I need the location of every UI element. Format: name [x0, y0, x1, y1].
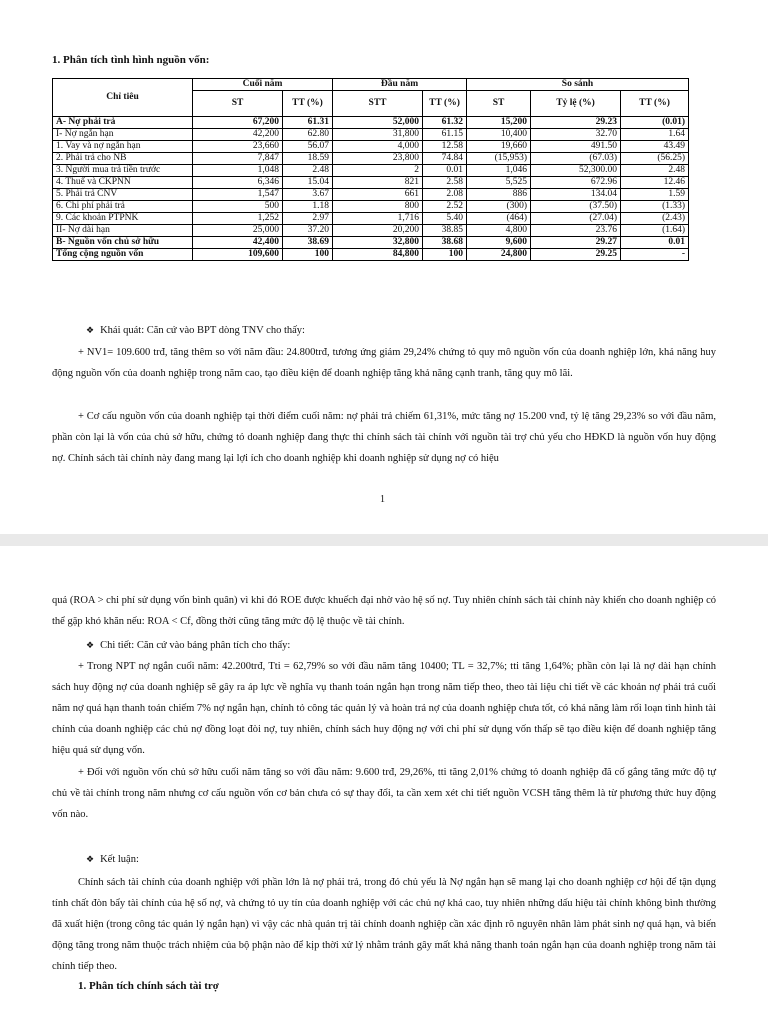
section-title: 1. Phân tích tình hình nguồn vốn:: [52, 54, 210, 66]
table-row: [53, 237, 689, 249]
row-value: 32.70: [531, 129, 621, 141]
table-row: [53, 141, 689, 153]
row-value: 42,400: [193, 237, 283, 249]
row-value: 134.04: [531, 189, 621, 201]
table-row: [53, 177, 689, 189]
row-value: 25,000: [193, 225, 283, 237]
row-label: 4. Thuế và CKPNN: [53, 177, 193, 189]
row-value: 23,660: [193, 141, 283, 153]
table-row: [53, 249, 689, 261]
row-value: 800: [333, 201, 423, 213]
paragraph-vcsh: + Đối với nguồn vốn chủ sở hữu cuối năm tăng so với đầu năm: 9.600 trđ, 29,26%, tti tăng 2,01% chứng tỏ doanh nghiệp đã cố gắng tăng mức độ tự chủ về tài chính trong năm nhưng cơ cấu nguồn vốn cơ bản chưa có sự thay đổi, ta cần xem xét chi tiết nguồn VCSH tăng thêm là từ phương thức huy động vốn nào.: [52, 767, 716, 820]
table-row: [53, 153, 689, 165]
row-label: 1. Vay và nợ ngắn hạn: [53, 141, 193, 153]
row-value: 7,847: [193, 153, 283, 165]
row-value: 6,346: [193, 177, 283, 189]
row-value: 42,200: [193, 129, 283, 141]
row-value: 661: [333, 189, 423, 201]
row-value: 100: [423, 249, 467, 261]
row-value: 23.76: [531, 225, 621, 237]
row-value: 24,800: [467, 249, 531, 261]
row-label: 9. Các khoản PTPNK: [53, 213, 193, 225]
row-value: 1,716: [333, 213, 423, 225]
row-value: 29.27: [531, 237, 621, 249]
row-value: 4,000: [333, 141, 423, 153]
row-value: (37.50): [531, 201, 621, 213]
row-value: 43.49: [621, 141, 689, 153]
row-value: 5.40: [423, 213, 467, 225]
table-row: [53, 213, 689, 225]
row-value: 52,000: [333, 117, 423, 129]
row-value: 62.80: [283, 129, 333, 141]
row-value: 2.08: [423, 189, 467, 201]
table-row: [53, 165, 689, 177]
row-value: 5,525: [467, 177, 531, 189]
row-value: 1,046: [467, 165, 531, 177]
page-2: [0, 546, 768, 1024]
row-value: 500: [193, 201, 283, 213]
row-value: 61.15: [423, 129, 467, 141]
heading-chinh-sach-tai-tro: 1. Phân tích chính sách tài trợ: [78, 980, 219, 992]
subheader: TT (%): [423, 91, 467, 117]
row-value: 2.48: [621, 165, 689, 177]
row-value: 23,800: [333, 153, 423, 165]
row-label: I- Nợ ngắn hạn: [53, 129, 193, 141]
bullet-text: Kết luận:: [100, 854, 139, 865]
row-value: 821: [333, 177, 423, 189]
subheader: TT (%): [621, 91, 689, 117]
row-value: 18.59: [283, 153, 333, 165]
row-value: 52,300.00: [531, 165, 621, 177]
row-value: 2.58: [423, 177, 467, 189]
row-value: (15,953): [467, 153, 531, 165]
paragraph-npt: + Trong NPT nợ ngắn cuối năm: 42.200trđ, Tti = 62,79% so với đầu năm tăng 10400; TL = 32,7%; tti tăng 1,64%; phần còn lại là nợ dài hạn chính sách huy động nợ của doanh nghiệp sẽ gây ra áp lực về nghĩa vụ thanh toán ngắn hạn trong năm tiếp theo, theo tài liệu chi tiết về các khoản nợ phải trả cuối năm nợ quá hạn thanh toán chiếm 7% nợ ngắn hạn, chính tỏ công tác quản lý và hoàn trả nợ của doanh nghiệp chưa tốt, có khả năng làm rối loạn tình hình tài chính của doanh nghiệp các chủ nợ đồng loạt đòi nợ, tuy nhiên, chính sách huy động nợ với chi phí sử dụng vốn thấp sẽ tạo điều kiện để doanh nghiệp tăng hiệu quả sử dụng vốn.: [52, 661, 716, 756]
row-value: -: [621, 249, 689, 261]
paragraph-ket-luan: Chính sách tài chính của doanh nghiệp với phần lớn là nợ phải trả, trong đó chủ yếu là Nợ ngắn hạn sẽ mang lại cho doanh nghiệp cơ hội để tận dụng tính chất đòn bẩy tài chính của hệ số nợ, và chứng tỏ uy tín của doanh nghiệp với các chủ nợ khá cao, tuy nhiên những dấu hiệu tài chính không bình thường đã xuất hiện (trong công tác quản lý ngắn hạn) vì vậy các nhà quản trị tài chính doanh nghiệp cần xác định rõ nguyên nhân làm phát sinh nợ quá hạn, và biến động tăng trong năm thuộc trách nhiệm của bộ phận nào để kịp thời xử lý nhằm tránh gây mất khả năng thanh toán ngắn hạn của doanh nghiệp trong năm tài chính tiếp theo.: [52, 877, 716, 972]
row-value: 29.25: [531, 249, 621, 261]
row-value: 32,800: [333, 237, 423, 249]
row-value: 61.31: [283, 117, 333, 129]
paragraph-nv1: + NV1= 109.600 trđ, tăng thêm so với năm đầu: 24.800trđ, tương ứng giảm 29,24% chứng tỏ quy mô nguồn vốn của doanh nghiệp lớn, khả năng huy động nguồn vốn của doanh nghiệp trong năm cao, tạo điều kiện để doanh nghiệp tăng khả năng cạnh tranh, tăng quy mô lãi.: [52, 347, 716, 379]
row-value: 1,252: [193, 213, 283, 225]
row-value: 31,800: [333, 129, 423, 141]
bullet-text: Khái quát: Căn cứ vào BPT dòng TNV cho thấy:: [100, 325, 305, 336]
table-row: [53, 189, 689, 201]
bullet-ket-luan: [86, 852, 139, 867]
row-label: A- Nợ phải trả: [53, 117, 193, 129]
row-value: 12.58: [423, 141, 467, 153]
bullet-chi-tiet: [86, 638, 290, 653]
row-value: 38.68: [423, 237, 467, 249]
subheader: ST: [193, 91, 283, 117]
table-row: [53, 117, 689, 129]
subheader: STT: [333, 91, 423, 117]
row-value: 2: [333, 165, 423, 177]
row-value: 61.32: [423, 117, 467, 129]
row-value: 672.96: [531, 177, 621, 189]
header-chi-tieu: Chỉ tiêu: [53, 79, 193, 117]
row-value: 0.01: [423, 165, 467, 177]
row-value: 1,048: [193, 165, 283, 177]
row-value: 2.97: [283, 213, 333, 225]
table-row: [53, 129, 689, 141]
capital-analysis-table: [52, 78, 689, 261]
row-label: 6. Chi phí phải trả: [53, 201, 193, 213]
row-value: 4,800: [467, 225, 531, 237]
table-row: [53, 201, 689, 213]
row-label: II- Nợ dài hạn: [53, 225, 193, 237]
row-value: (464): [467, 213, 531, 225]
row-label: 5. Phải trả CNV: [53, 189, 193, 201]
paragraph-continued: quả (ROA > chi phí sử dụng vốn bình quân) vì khi đó ROE được khuếch đại nhờ vào hệ số nợ. Tuy nhiên chính sách tài chính này khiến cho doanh nghiệp có thể gặp khó khăn nếu: ROA < Cf, đồng thời cũng tăng mức độ lệ thuộc về tài chính.: [52, 595, 716, 627]
row-value: 10,400: [467, 129, 531, 141]
row-value: (0.01): [621, 117, 689, 129]
row-value: 491.50: [531, 141, 621, 153]
paragraph-co-cau: + Cơ cấu nguồn vốn của doanh nghiệp tại thời điểm cuối năm: nợ phải trả chiếm 61,31%, mức tăng nợ 15.200 vnđ, tỷ lệ tăng 29,23% so với đầu năm, phần còn lại là vốn của chủ sở hữu, chứng tỏ doanh nghiệp đang thực thi chính sách tài chính với nguồn tài trợ chủ yếu cho HĐKD là nguồn vốn huy động nợ. Chính sách tài chính này đang mang lại lợi ích cho doanh nghiệp khi doanh nghiệp sử dụng nợ có hiệu: [52, 411, 716, 464]
subheader: ST: [467, 91, 531, 117]
diamond-bullet-icon: ❖: [86, 640, 95, 650]
row-value: 0.01: [621, 237, 689, 249]
header-cuoi-nam: Cuối năm: [193, 79, 333, 91]
row-value: 886: [467, 189, 531, 201]
row-label: Tổng cộng nguồn vốn: [53, 249, 193, 261]
row-value: 1.64: [621, 129, 689, 141]
row-value: 100: [283, 249, 333, 261]
header-dau-nam: Đầu năm: [333, 79, 467, 91]
row-value: 19,660: [467, 141, 531, 153]
header-so-sanh: So sánh: [467, 79, 689, 91]
row-value: 20,200: [333, 225, 423, 237]
row-value: 15.04: [283, 177, 333, 189]
row-value: 38.85: [423, 225, 467, 237]
diamond-bullet-icon: ❖: [86, 325, 95, 335]
row-value: 74.84: [423, 153, 467, 165]
row-value: 67,200: [193, 117, 283, 129]
row-value: (300): [467, 201, 531, 213]
diamond-bullet-icon: ❖: [86, 854, 95, 864]
row-value: (56.25): [621, 153, 689, 165]
row-value: 1.59: [621, 189, 689, 201]
row-value: 38.69: [283, 237, 333, 249]
row-value: 1,547: [193, 189, 283, 201]
row-value: 56.07: [283, 141, 333, 153]
row-value: 15,200: [467, 117, 531, 129]
bullet-khai-quat: [86, 323, 305, 338]
page-separator: [0, 534, 768, 546]
row-value: 84,800: [333, 249, 423, 261]
row-value: 29.23: [531, 117, 621, 129]
row-value: 109,600: [193, 249, 283, 261]
row-value: 2.52: [423, 201, 467, 213]
row-value: 1.18: [283, 201, 333, 213]
bullet-text: Chi tiết: Căn cứ vào bảng phân tích cho thấy:: [100, 640, 291, 651]
row-value: 2.48: [283, 165, 333, 177]
row-value: 9,600: [467, 237, 531, 249]
row-value: (2.43): [621, 213, 689, 225]
row-value: (1.33): [621, 201, 689, 213]
subheader: Tỷ lệ (%): [531, 91, 621, 117]
subheader: TT (%): [283, 91, 333, 117]
row-label: 2. Phải trả cho NB: [53, 153, 193, 165]
row-value: 37.20: [283, 225, 333, 237]
row-label: 3. Người mua trả tiền trước: [53, 165, 193, 177]
row-value: 12.46: [621, 177, 689, 189]
table-row: [53, 225, 689, 237]
row-value: 3.67: [283, 189, 333, 201]
row-value: (1.64): [621, 225, 689, 237]
row-label: B- Nguồn vốn chủ sở hữu: [53, 237, 193, 249]
row-value: (27.04): [531, 213, 621, 225]
page-number: 1: [380, 494, 385, 505]
row-value: (67.03): [531, 153, 621, 165]
